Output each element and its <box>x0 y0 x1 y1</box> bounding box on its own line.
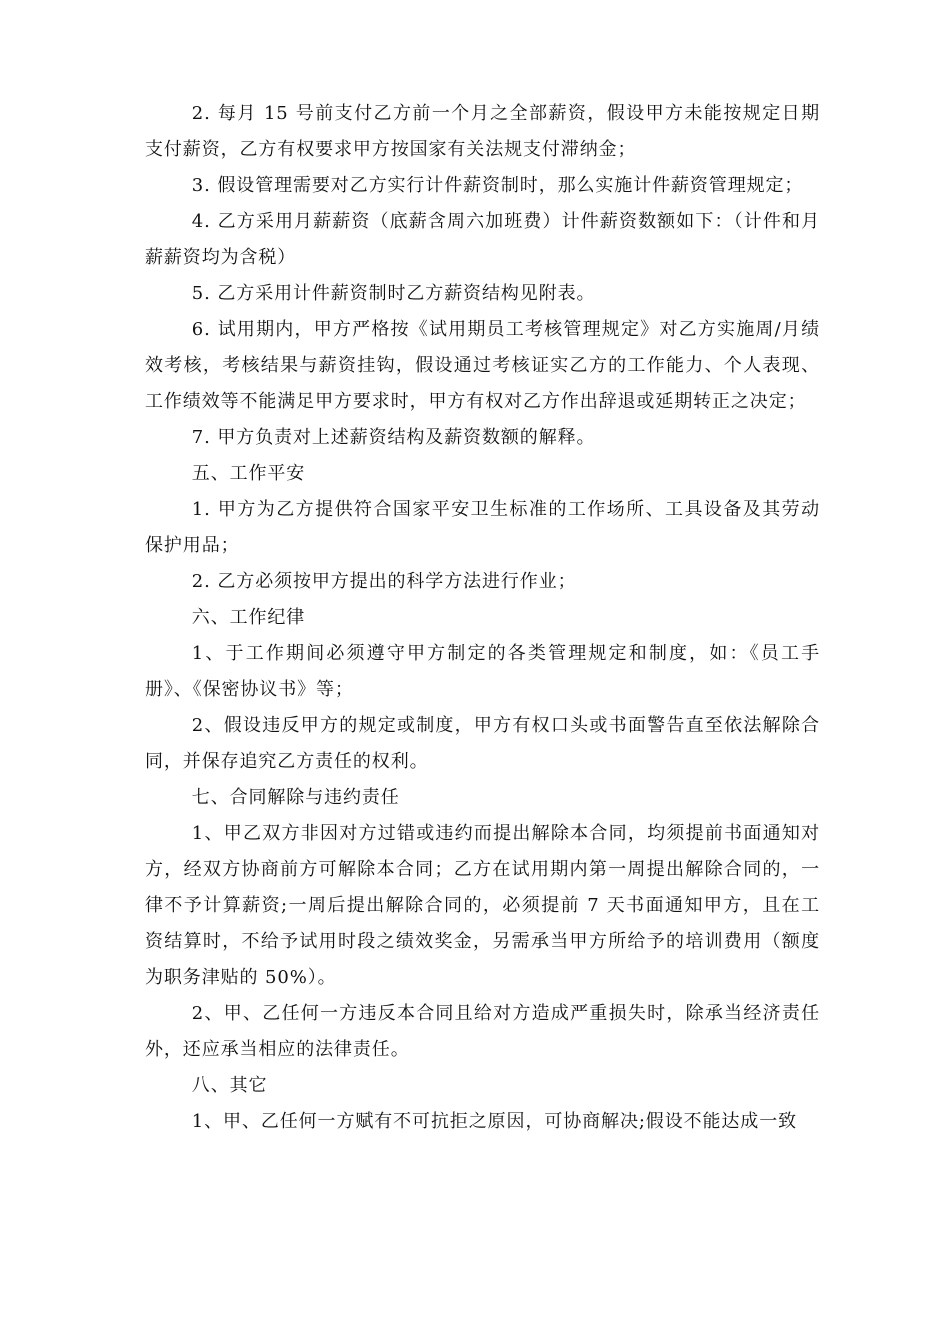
paragraph-probation-assessment: 6. 试用期内，甲方严格按《试用期员工考核管理规定》对乙方实施周/月绩效考核，考核结果与薪资挂钩，假设通过考核证实乙方的工作能力、个人表现、工作绩效等不能满足甲方要求时，甲方有权对乙方作出辞退或延期转正之决定； <box>145 319 820 412</box>
section-heading-work-safety: 五、工作平安 <box>191 463 306 484</box>
document-body <box>145 96 820 1140</box>
paragraph-wage-payment: 2. 每月 15 号前支付乙方前一个月之全部薪资，假设甲方未能按规定日期支付薪资，乙方有权要求甲方按国家有关法规支付滞纳金； <box>145 103 820 160</box>
section-heading-work-discipline: 六、工作纪律 <box>191 607 306 628</box>
paragraph-violation-warning: 2、假设违反甲方的规定或制度，甲方有权口头或书面警告直至依法解除合同，并保存追究乙方责任的权利。 <box>145 715 820 772</box>
paragraph-termination-notice: 1、甲乙双方非因对方过错或违约而提出解除本合同，均须提前书面通知对方，经双方协商前方可解除本合同；乙方在试用期内第一周提出解除合同的，一律不予计算薪资;一周后提出解除合同的，必须提前 7 天书面通知甲方，且在工资结算时，不给予试用时段之绩效奖金，另需承当甲方所给予的培训费用（额度为职务津贴的 50%）。 <box>145 823 820 988</box>
paragraph-piece-rate-rule: 3. 假设管理需要对乙方实行计件薪资制时，那么实施计件薪资管理规定； <box>191 175 804 196</box>
paragraph-wage-structure: 5. 乙方采用计件薪资制时乙方薪资结构见附表。 <box>191 283 596 304</box>
paragraph-work-method: 2. 乙方必须按甲方提出的科学方法进行作业； <box>191 571 577 592</box>
paragraph-safety-provision: 1. 甲方为乙方提供符合国家平安卫生标准的工作场所、工具设备及其劳动保护用品； <box>145 499 820 556</box>
section-heading-termination: 七、合同解除与违约责任 <box>191 787 400 808</box>
paragraph-rules-compliance: 1、于工作期间必须遵守甲方制定的各类管理规定和制度，如：《员工手册》、《保密协议书》等； <box>145 643 820 700</box>
paragraph-interpretation: 7. 甲方负责对上述薪资结构及薪资数额的解释。 <box>191 427 596 448</box>
paragraph-breach-liability: 2、甲、乙任何一方违反本合同且给对方造成严重损失时，除承当经济责任外，还应承当相应的法律责任。 <box>145 1003 820 1060</box>
paragraph-monthly-wage: 4. 乙方采用月薪薪资（底薪含周六加班费）计件薪资数额如下：（计件和月薪薪资均为含税） <box>145 211 820 268</box>
section-heading-other: 八、其它 <box>191 1075 268 1096</box>
paragraph-force-majeure: 1、甲、乙任何一方赋有不可抗拒之原因，可协商解决;假设不能达成一致 <box>191 1111 798 1132</box>
